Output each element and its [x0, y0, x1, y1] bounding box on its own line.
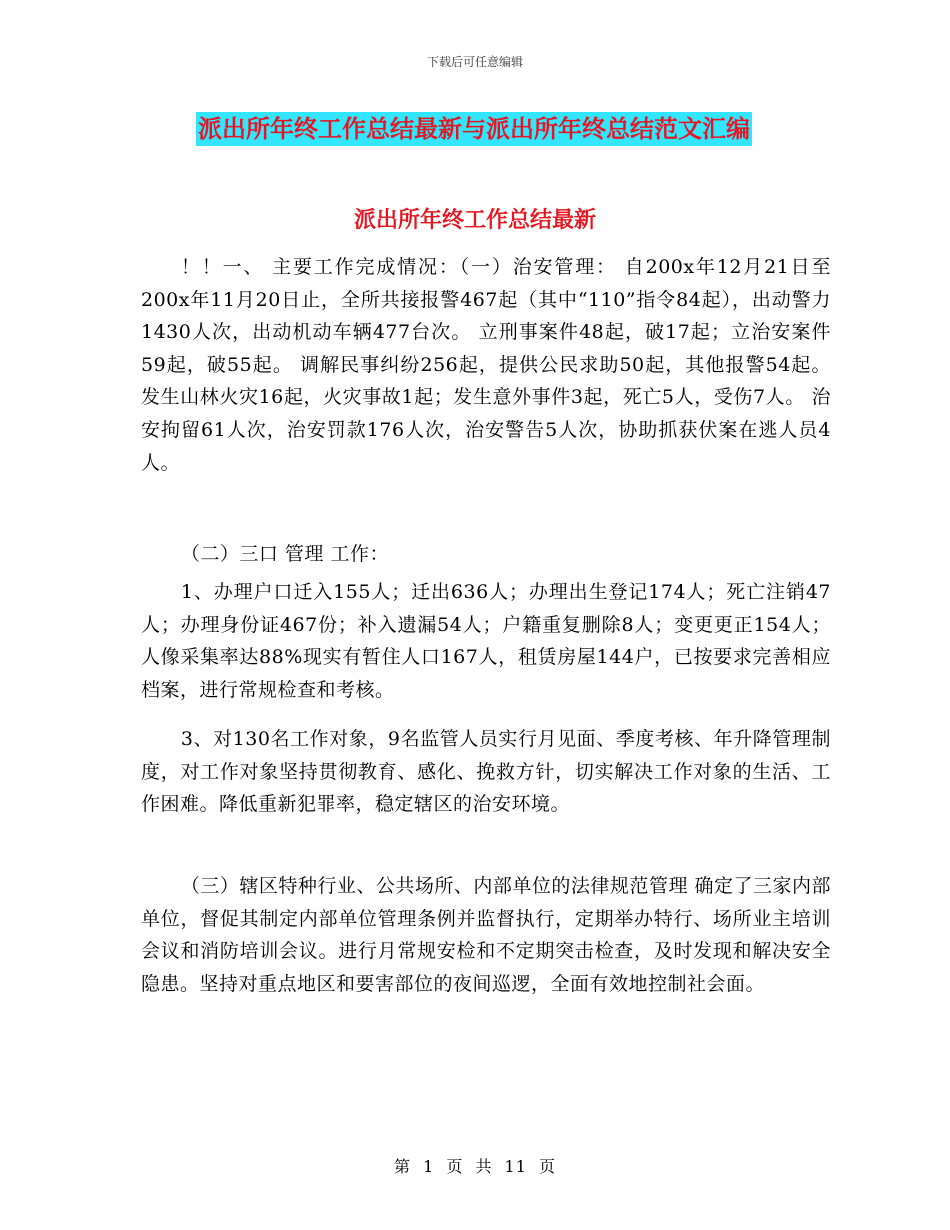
paragraph-public-security: ！！一、 主要工作完成情况：（一）治安管理： 自200x年12月21日至200x年11月20日止，全所共接报警467起（其中“110”指令84起），出动警力1430人次，出动机动车辆477台次。 立刑事案件48起，破17起；立治安案件59起，破55起。 调解民事纠纷256起，提供公民求助50起，其他报警54起。 发生山林火灾16起，火灾事故1起；发生意外事件3起，死亡5人，受伤7人。 治安拘留61人次，治安罚款176人次，治安警告5人次，协助抓获伏案在逃人员4人。 [141, 256, 831, 474]
paragraph-supervision: 3、对130名工作对象，9名监管人员实行月见面、季度考核、年升降管理制度，对工作对象坚持贯彻教育、感化、挽救方针，切实解决工作对象的生活、工作困难。降低重新犯罪率，稳定辖区的治安环境。 [141, 728, 831, 816]
header-note: 下载后可任意编辑 [426, 55, 523, 69]
paragraph-household-registration: 1、办理户口迁入155人；迁出636人；办理出生登记174人；死亡注销47人；办理身份证467份；补入遗漏54人；户籍重复删除8人；变更更正154人；人像采集率达88%现实有暂住人口167人，租赁房屋144户，已按要求完善相应档案，进行常规检查和考核。 [141, 581, 831, 701]
paragraph-special-industries: （三）辖区特种行业、公共场所、内部单位的法律规范管理 确定了三家内部单位，督促其制定内部单位管理条例并监督执行，定期举办特行、场所业主培训会议和消防培训会议。进行月常规安检和不定期突击检查，及时发现和解决安全隐患。坚持对重点地区和要害部位的夜间巡逻，全面有效地控制社会面。 [141, 875, 831, 995]
page-number-footer: 第 1 页 共 11 页 [394, 1157, 556, 1176]
section-title: 派出所年终工作总结最新 [353, 207, 596, 233]
paragraph-household-heading: （二）三口 管理 工作： [180, 543, 389, 565]
main-title: 派出所年终工作总结最新与派出所年终总结范文汇编 [196, 112, 752, 146]
